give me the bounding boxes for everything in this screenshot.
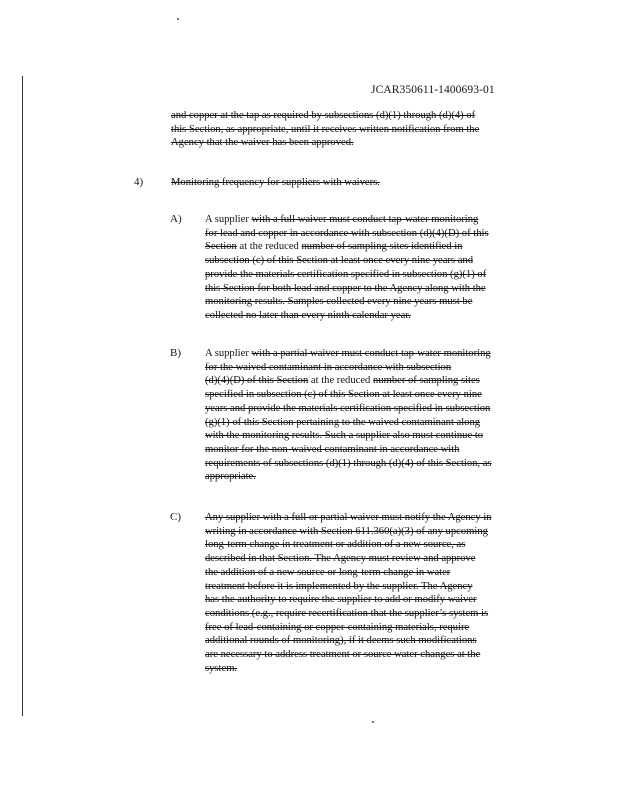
text-line	[205, 268, 489, 282]
struck-text: monitor for the non-waived contaminant in accordance with	[205, 443, 460, 455]
text-line	[171, 136, 479, 150]
struck-text: with a full waiver must conduct tap-water monitoring	[251, 214, 479, 225]
item-b-paragraph	[205, 347, 492, 484]
struck-text: (g)(1) of this Section pertaining to the waived contaminant along	[205, 416, 481, 428]
struck-text: conditions (e.g., require recertification that the supplier’s system is	[205, 607, 489, 619]
text-line	[205, 607, 492, 621]
text-line	[205, 309, 489, 323]
text-line	[205, 525, 492, 539]
text-line	[205, 388, 492, 402]
struck-text: system.	[205, 662, 238, 674]
text-segment: at the reduced	[236, 241, 302, 253]
struck-text: Monitoring frequency for suppliers with waivers.	[171, 177, 380, 188]
text-line	[205, 538, 492, 552]
text-line	[205, 552, 492, 566]
struck-text: for the waived contaminant in accordance with subsection	[205, 361, 452, 373]
struck-text: requirements of subsections (d)(1) through (d)(4) of this Section, as	[205, 457, 492, 469]
struck-text: treatment before it is implemented by the supplier. The Agency	[205, 580, 473, 592]
text-line	[171, 109, 479, 123]
text-line	[205, 634, 492, 648]
scan-speck	[177, 18, 179, 20]
struck-text: long-term change in treatment or addition of a new source, as	[205, 539, 466, 551]
struck-text: has the authority to require the supplier to add or modify waiver	[205, 594, 477, 606]
text-line	[171, 176, 380, 190]
item-c-label: C)	[170, 511, 181, 523]
text-line	[205, 470, 492, 484]
struck-text: with the monitoring results. Such a supplier also must continue to	[205, 430, 484, 442]
text-line	[205, 621, 492, 635]
item-4-heading	[171, 176, 380, 190]
struck-text: Section	[205, 241, 237, 253]
text-segment: at the reduced	[308, 375, 373, 387]
struck-text: appropriate.	[205, 471, 256, 483]
struck-text: this Section, as appropriate, until it receives written notification from the	[171, 123, 480, 135]
text-line	[205, 416, 492, 430]
struck-text: free of lead-containing or copper-containing materials, require	[205, 621, 470, 633]
text-line	[205, 580, 492, 594]
struck-text: monitoring results. Samples collected every nine years must be	[205, 296, 473, 308]
intro-paragraph	[171, 109, 479, 150]
text-line	[171, 123, 479, 137]
struck-text: specified in subsection (c) of this Section at least once every nine	[205, 389, 482, 401]
struck-text: provide the materials certification specified in subsection (g)(1) of	[205, 268, 487, 280]
text-line	[205, 402, 492, 416]
text-line	[205, 662, 492, 676]
struck-text: (d)(4)(D) of this Section	[205, 375, 309, 387]
struck-text: for lead and copper in accordance with subsection (d)(4)(D) of this	[205, 227, 489, 239]
struck-text: subsection (c) of this Section at least once every nine years and	[205, 255, 473, 267]
text-line	[205, 240, 489, 254]
text-segment: A supplier	[205, 348, 252, 359]
text-line	[205, 648, 492, 662]
struck-text: the addition of a new source or long-term change in water	[205, 566, 451, 578]
text-line	[205, 429, 492, 443]
text-line	[205, 457, 492, 471]
text-segment: A supplier	[205, 214, 252, 225]
document-id: JCAR350611-1400693-01	[371, 84, 495, 96]
struck-text: and copper at the tap as required by subsections (d)(1) through (d)(4) of	[171, 110, 476, 121]
item-c-paragraph	[205, 511, 492, 675]
text-line	[205, 361, 492, 375]
struck-text: described in that Section. The Agency must review and approve	[205, 553, 476, 565]
struck-text: Agency that the waiver has been approved.	[171, 137, 354, 149]
struck-text: this Section for both lead and copper to the Agency along with the	[205, 282, 486, 294]
struck-text: with a partial waiver must conduct tap-water monitoring	[251, 348, 491, 359]
struck-text: years and provide the materials certification specified in subsection	[205, 402, 491, 414]
scan-speck	[372, 721, 374, 723]
text-line	[205, 254, 489, 268]
text-line	[205, 295, 489, 309]
text-line	[205, 374, 492, 388]
struck-text: additional rounds of monitoring), if it deems such modifications	[205, 635, 477, 647]
item-a-label: A)	[170, 213, 182, 225]
text-line	[205, 511, 492, 525]
text-line	[205, 347, 492, 361]
item-b-label: B)	[170, 347, 181, 359]
item-4-number: 4)	[134, 176, 144, 188]
text-line	[205, 593, 492, 607]
text-line	[205, 227, 489, 241]
struck-text: writing in accordance with Section 611.360(a)(3) of any upcoming	[205, 525, 488, 537]
text-line	[205, 443, 492, 457]
text-line	[205, 282, 489, 296]
item-a-paragraph	[205, 213, 489, 323]
text-line	[205, 213, 489, 227]
struck-text: Any supplier with a full or partial waiver must notify the Agency in	[205, 512, 492, 523]
struck-text: number of sampling sites	[372, 375, 480, 387]
text-line	[205, 566, 492, 580]
margin-rule	[22, 76, 23, 716]
struck-text: number of sampling sites identified in	[301, 241, 463, 253]
struck-text: are necessary to address treatment or source water changes at the	[205, 649, 481, 661]
struck-text: collected no later than every ninth calendar year.	[205, 309, 411, 321]
